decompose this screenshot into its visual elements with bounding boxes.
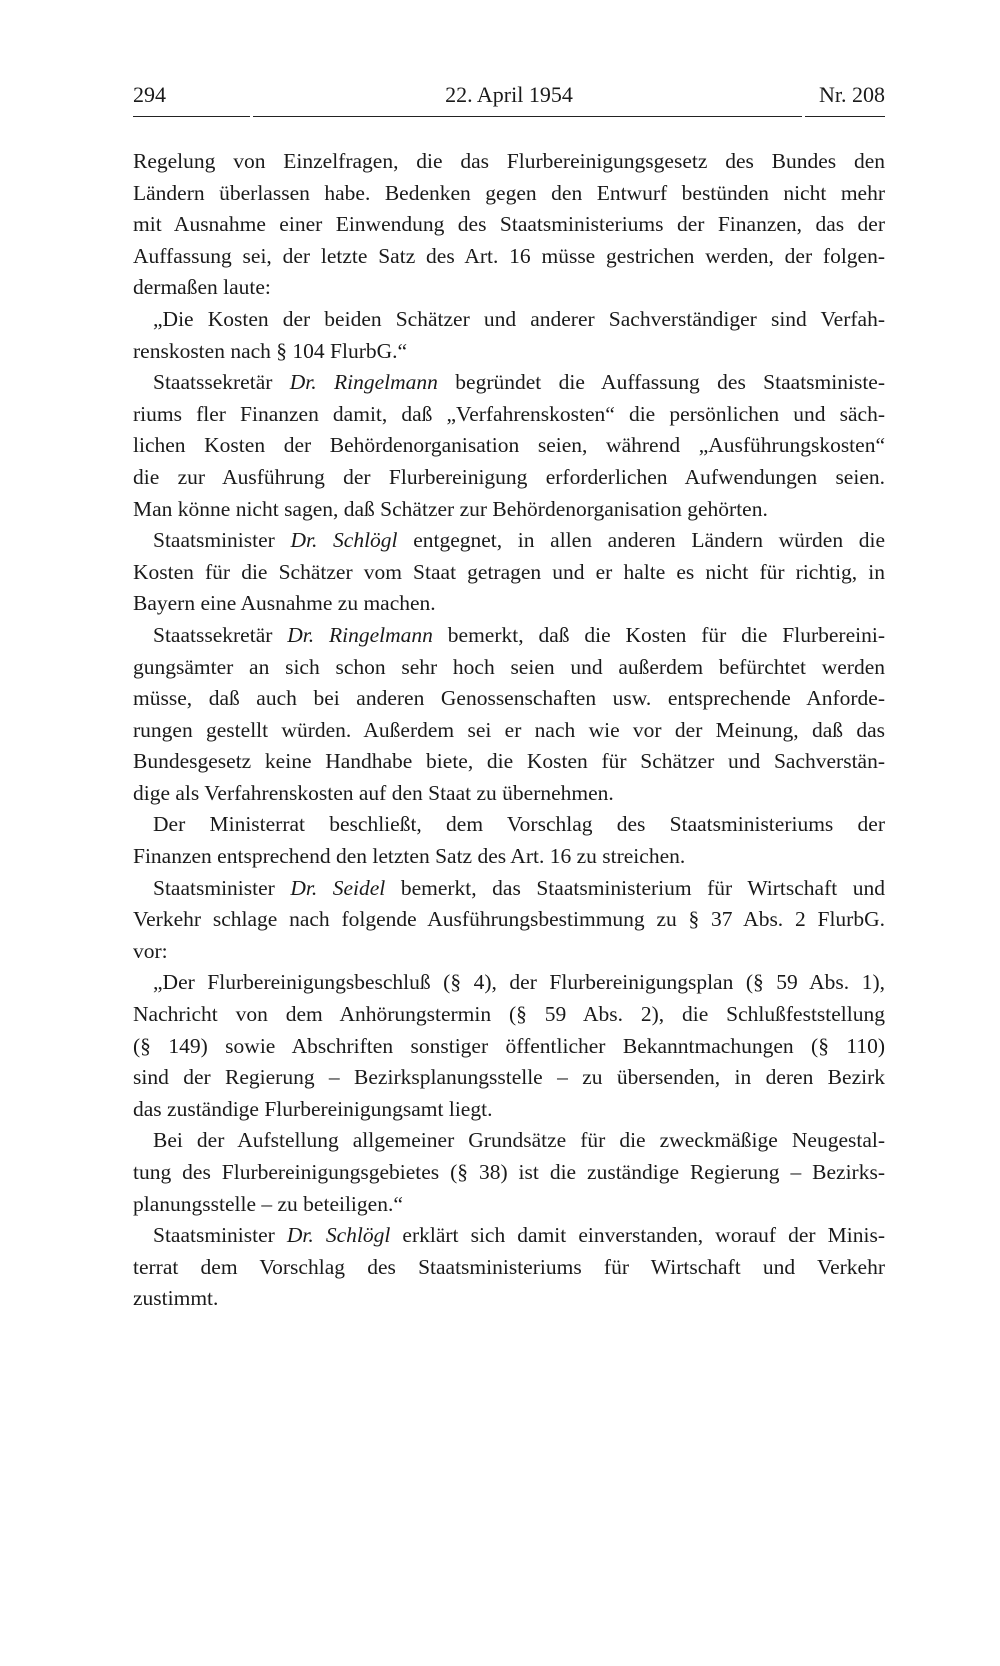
text-line [133, 620, 885, 652]
text-line [133, 178, 885, 210]
paragraph [133, 146, 885, 304]
text-run: bemerkt, das Staatsministerium für Wirtschaft und [385, 875, 885, 900]
paragraph [133, 1220, 885, 1315]
text-line [133, 399, 885, 431]
text-run: Bei der Aufstellung allgemeiner Grundsätze für die zweckmäßige Neugestal- [153, 1128, 885, 1153]
paragraph [133, 809, 885, 872]
text-line [133, 652, 885, 684]
text-run: gungsämter an sich schon sehr hoch seien und außerdem befürchtet werden [133, 654, 885, 679]
body-text [133, 146, 885, 1315]
text-line [133, 873, 885, 905]
text-run: lichen Kosten der Behördenorganisation seien, während „Ausführungskosten“ [133, 433, 885, 458]
paragraph [133, 525, 885, 620]
text-run: zustimmt. [133, 1286, 219, 1311]
page-number: 294 [133, 82, 166, 107]
text-line [133, 304, 885, 336]
text-run: Staatssekretär [153, 370, 290, 395]
text-line [133, 967, 885, 999]
header-rule-right [805, 116, 885, 117]
text-line [133, 1125, 885, 1157]
text-run: entgegnet, in allen anderen Ländern würden die [397, 528, 886, 553]
running-header [133, 82, 885, 114]
text-run: Staatssekretär [153, 622, 288, 647]
issue-number: Nr. 208 [819, 82, 885, 107]
text-line [133, 336, 885, 368]
header-rule-center [253, 116, 802, 117]
text-run: die zur Ausführung der Flurbereinigung erforderlichen Aufwendungen seien. [133, 464, 885, 489]
text-run: renskosten nach § 104 FlurbG.“ [133, 338, 408, 363]
text-line [133, 999, 885, 1031]
text-run: Ländern überlassen habe. Bedenken gegen den Entwurf bestünden nicht mehr [133, 180, 885, 205]
text-line [133, 1062, 885, 1094]
text-run: Man könne nicht sagen, daß Schätzer zur Behördenorganisation gehörten. [133, 496, 768, 521]
text-run: Kosten für die Schätzer vom Staat getragen und er halte es nicht für richtig, in [133, 559, 885, 584]
text-run: Regelung von Einzelfragen, die das Flurbereinigungsgesetz des Bundes den [133, 149, 885, 173]
text-line [133, 904, 885, 936]
text-line [133, 462, 885, 494]
speaker-name: Dr. Schlögl [290, 528, 398, 553]
text-run: Nachricht von dem Anhörungstermin (§ 59 Abs. 2), die Schlußfeststellung [133, 1002, 885, 1027]
text-line [133, 683, 885, 715]
paragraph [133, 304, 885, 367]
paragraph [133, 1125, 885, 1220]
text-line [133, 809, 885, 841]
text-line [133, 1252, 885, 1284]
text-line [133, 1157, 885, 1189]
text-run: Verkehr schlage nach folgende Ausführungsbestimmung zu § 37 Abs. 2 FlurbG. [133, 907, 885, 932]
text-run: bemerkt, daß die Kosten für die Flurbereini- [432, 622, 885, 647]
text-run: tung des Flurbereinigungsgebietes (§ 38) ist die zuständige Regierung – Bezirks- [133, 1160, 885, 1184]
text-run: dige als Verfahrenskosten auf den Staat zu übernehmen. [133, 780, 614, 805]
text-line [133, 494, 885, 526]
text-line [133, 1283, 885, 1315]
paragraph [133, 620, 885, 810]
text-run: Bayern eine Ausnahme zu machen. [133, 591, 436, 616]
text-run: Staatsminister [153, 875, 291, 900]
text-run: sind der Regierung – Bezirksplanungsstelle – zu übersenden, in deren Bezirk [133, 1065, 885, 1090]
text-line [133, 209, 885, 241]
header-rule-left [133, 116, 250, 117]
text-line [133, 272, 885, 304]
text-run: „Der Flurbereinigungsbeschluß (§ 4), der Flurbereinigungsplan (§ 59 Abs. 1), [153, 970, 885, 995]
text-run: (§ 149) sowie Abschriften sonstiger öffentlicher Bekanntmachungen (§ 110) [133, 1033, 885, 1058]
text-run: planungsstelle – zu beteiligen.“ [133, 1191, 403, 1216]
text-line [133, 1094, 885, 1126]
text-run: terrat dem Vorschlag des Staatsministeriums für Wirtschaft und Verkehr [133, 1254, 885, 1279]
paragraph [133, 873, 885, 968]
text-run: begründet die Auffassung des Staatsministe- [437, 370, 885, 395]
text-run: Finanzen entsprechend den letzten Satz des Art. 16 zu streichen. [133, 844, 686, 869]
text-run: Bundesgesetz keine Handhabe biete, die Kosten für Schätzer und Sachverstän- [133, 749, 885, 774]
text-run: Staatsminister [153, 1223, 287, 1248]
text-run: dermaßen laute: [133, 275, 271, 300]
text-line [133, 588, 885, 620]
text-line [133, 241, 885, 273]
text-line [133, 1220, 885, 1252]
text-line [133, 1189, 885, 1221]
text-run: „Die Kosten der beiden Schätzer und anderer Sachverständiger sind Verfah- [153, 306, 885, 331]
text-line [133, 715, 885, 747]
speaker-name: Dr. Ringelmann [287, 622, 433, 647]
text-run: Staatsminister [153, 528, 291, 553]
text-line [133, 746, 885, 778]
text-line [133, 525, 885, 557]
text-run: vor: [133, 938, 168, 963]
text-run: rungen gestellt würden. Außerdem sei er nach wie vor der Meinung, daß das [133, 717, 885, 742]
text-run: müsse, daß auch bei anderen Genossenschaften usw. entsprechende Anforde- [133, 686, 885, 711]
text-line [133, 841, 885, 873]
paragraph [133, 367, 885, 525]
text-run: mit Ausnahme einer Einwendung des Staatsministeriums der Finanzen, das der [133, 212, 885, 237]
text-run: Der Ministerrat beschließt, dem Vorschlag des Staatsministeriums der [153, 812, 885, 837]
text-line [133, 146, 885, 178]
text-line [133, 936, 885, 968]
text-run: Auffassung sei, der letzte Satz des Art. 16 müsse gestrichen werden, der folgen- [133, 243, 885, 268]
text-line [133, 557, 885, 589]
speaker-name: Dr. Schlögl [286, 1223, 391, 1248]
text-run: erklärt sich damit einverstanden, worauf der Minis- [390, 1223, 885, 1248]
speaker-name: Dr. Ringelmann [289, 370, 438, 395]
paragraph [133, 967, 885, 1125]
text-run: riums fler Finanzen damit, daß „Verfahrenskosten“ die persönlichen und säch- [133, 401, 885, 426]
text-line [133, 430, 885, 462]
text-line [133, 778, 885, 810]
text-run: das zuständige Flurbereinigungsamt liegt. [133, 1096, 493, 1121]
speaker-name: Dr. Seidel [290, 875, 386, 900]
text-line [133, 1031, 885, 1063]
header-date: 22. April 1954 [445, 82, 573, 107]
text-line [133, 367, 885, 399]
